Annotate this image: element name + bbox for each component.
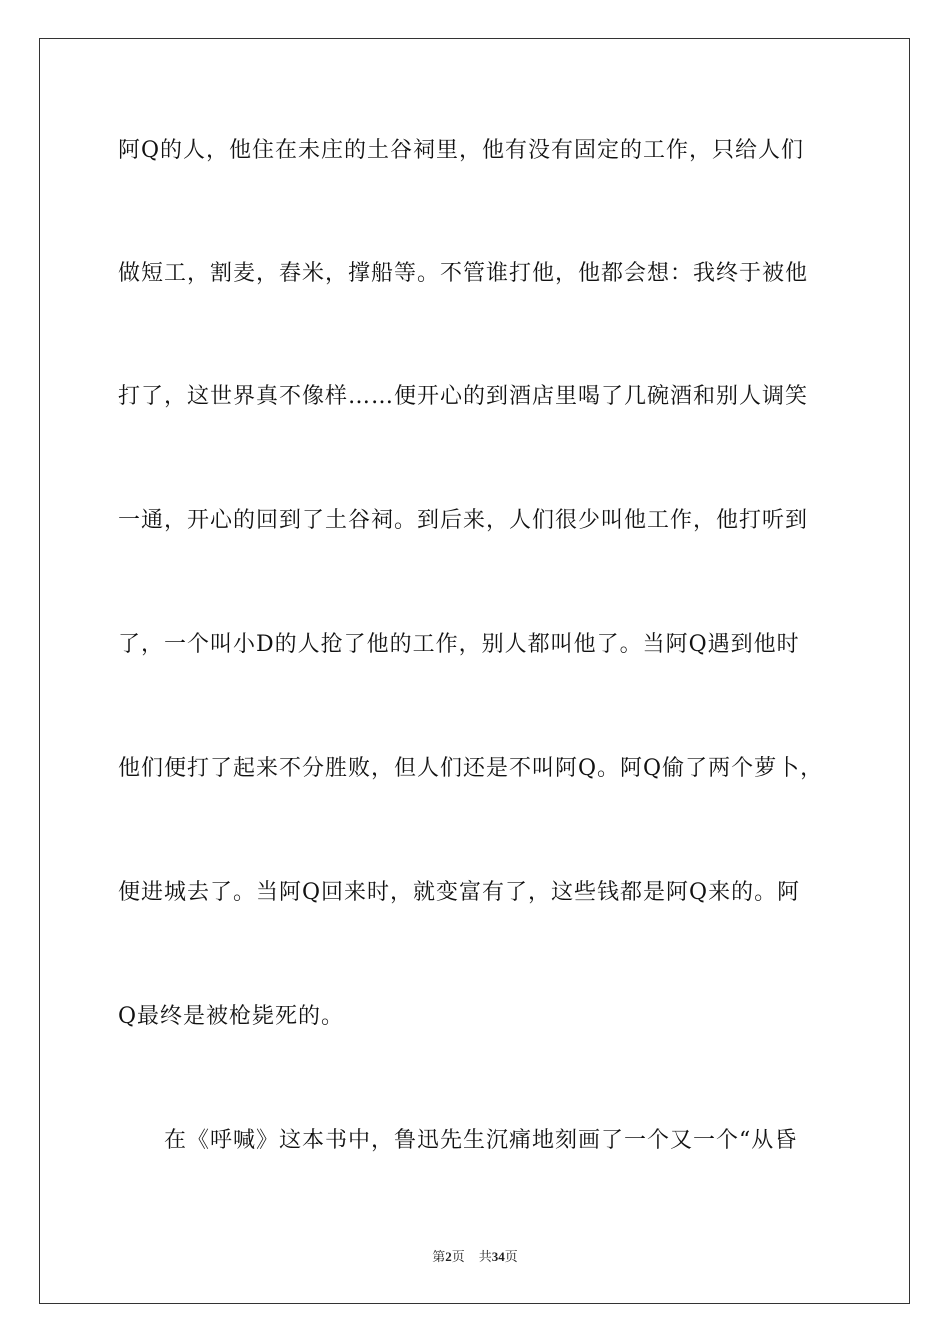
page-number-footer xyxy=(0,1248,950,1267)
footer-total-prefix: 共 xyxy=(478,1250,492,1265)
body-text-line-3: 打了，这世界真不像样……便开心的到酒店里喝了几碗酒和别人调笑 xyxy=(118,384,809,409)
footer-total-pages: 34 xyxy=(491,1249,505,1264)
footer-total-suffix: 页 xyxy=(504,1250,518,1265)
body-text-line-4: 一通，开心的回到了土谷祠。到后来，人们很少叫他工作，他打听到 xyxy=(118,508,809,533)
body-text-line-6: 他们便打了起来不分胜败，但人们还是不叫阿Q。阿Q偷了两个萝卜， xyxy=(118,756,824,781)
body-text-line-2: 做短工，割麦，舂米，撑船等。不管谁打他，他都会想：我终于被他 xyxy=(118,261,809,286)
footer-page-suffix: 页 xyxy=(451,1250,465,1265)
body-text-line-1: 阿Q的人，他住在未庄的土谷祠里，他有没有固定的工作，只给人们 xyxy=(118,138,805,163)
body-text-line-5: 了，一个叫小D的人抢了他的工作，别人都叫他了。当阿Q遇到他时 xyxy=(118,632,800,657)
paragraph-first-line: 在《呼喊》这本书中，鲁迅先生沉痛地刻画了一个又一个“从昏 xyxy=(164,1128,798,1153)
body-text-line-7: 便进城去了。当阿Q回来时，就变富有了，这些钱都是阿Q来的。阿 xyxy=(118,880,801,905)
footer-page-prefix: 第 xyxy=(432,1250,446,1265)
body-text-line-8: Q最终是被枪毙死的。 xyxy=(118,1004,345,1029)
page-border xyxy=(39,38,910,1304)
footer-page-number: 2 xyxy=(445,1249,452,1264)
